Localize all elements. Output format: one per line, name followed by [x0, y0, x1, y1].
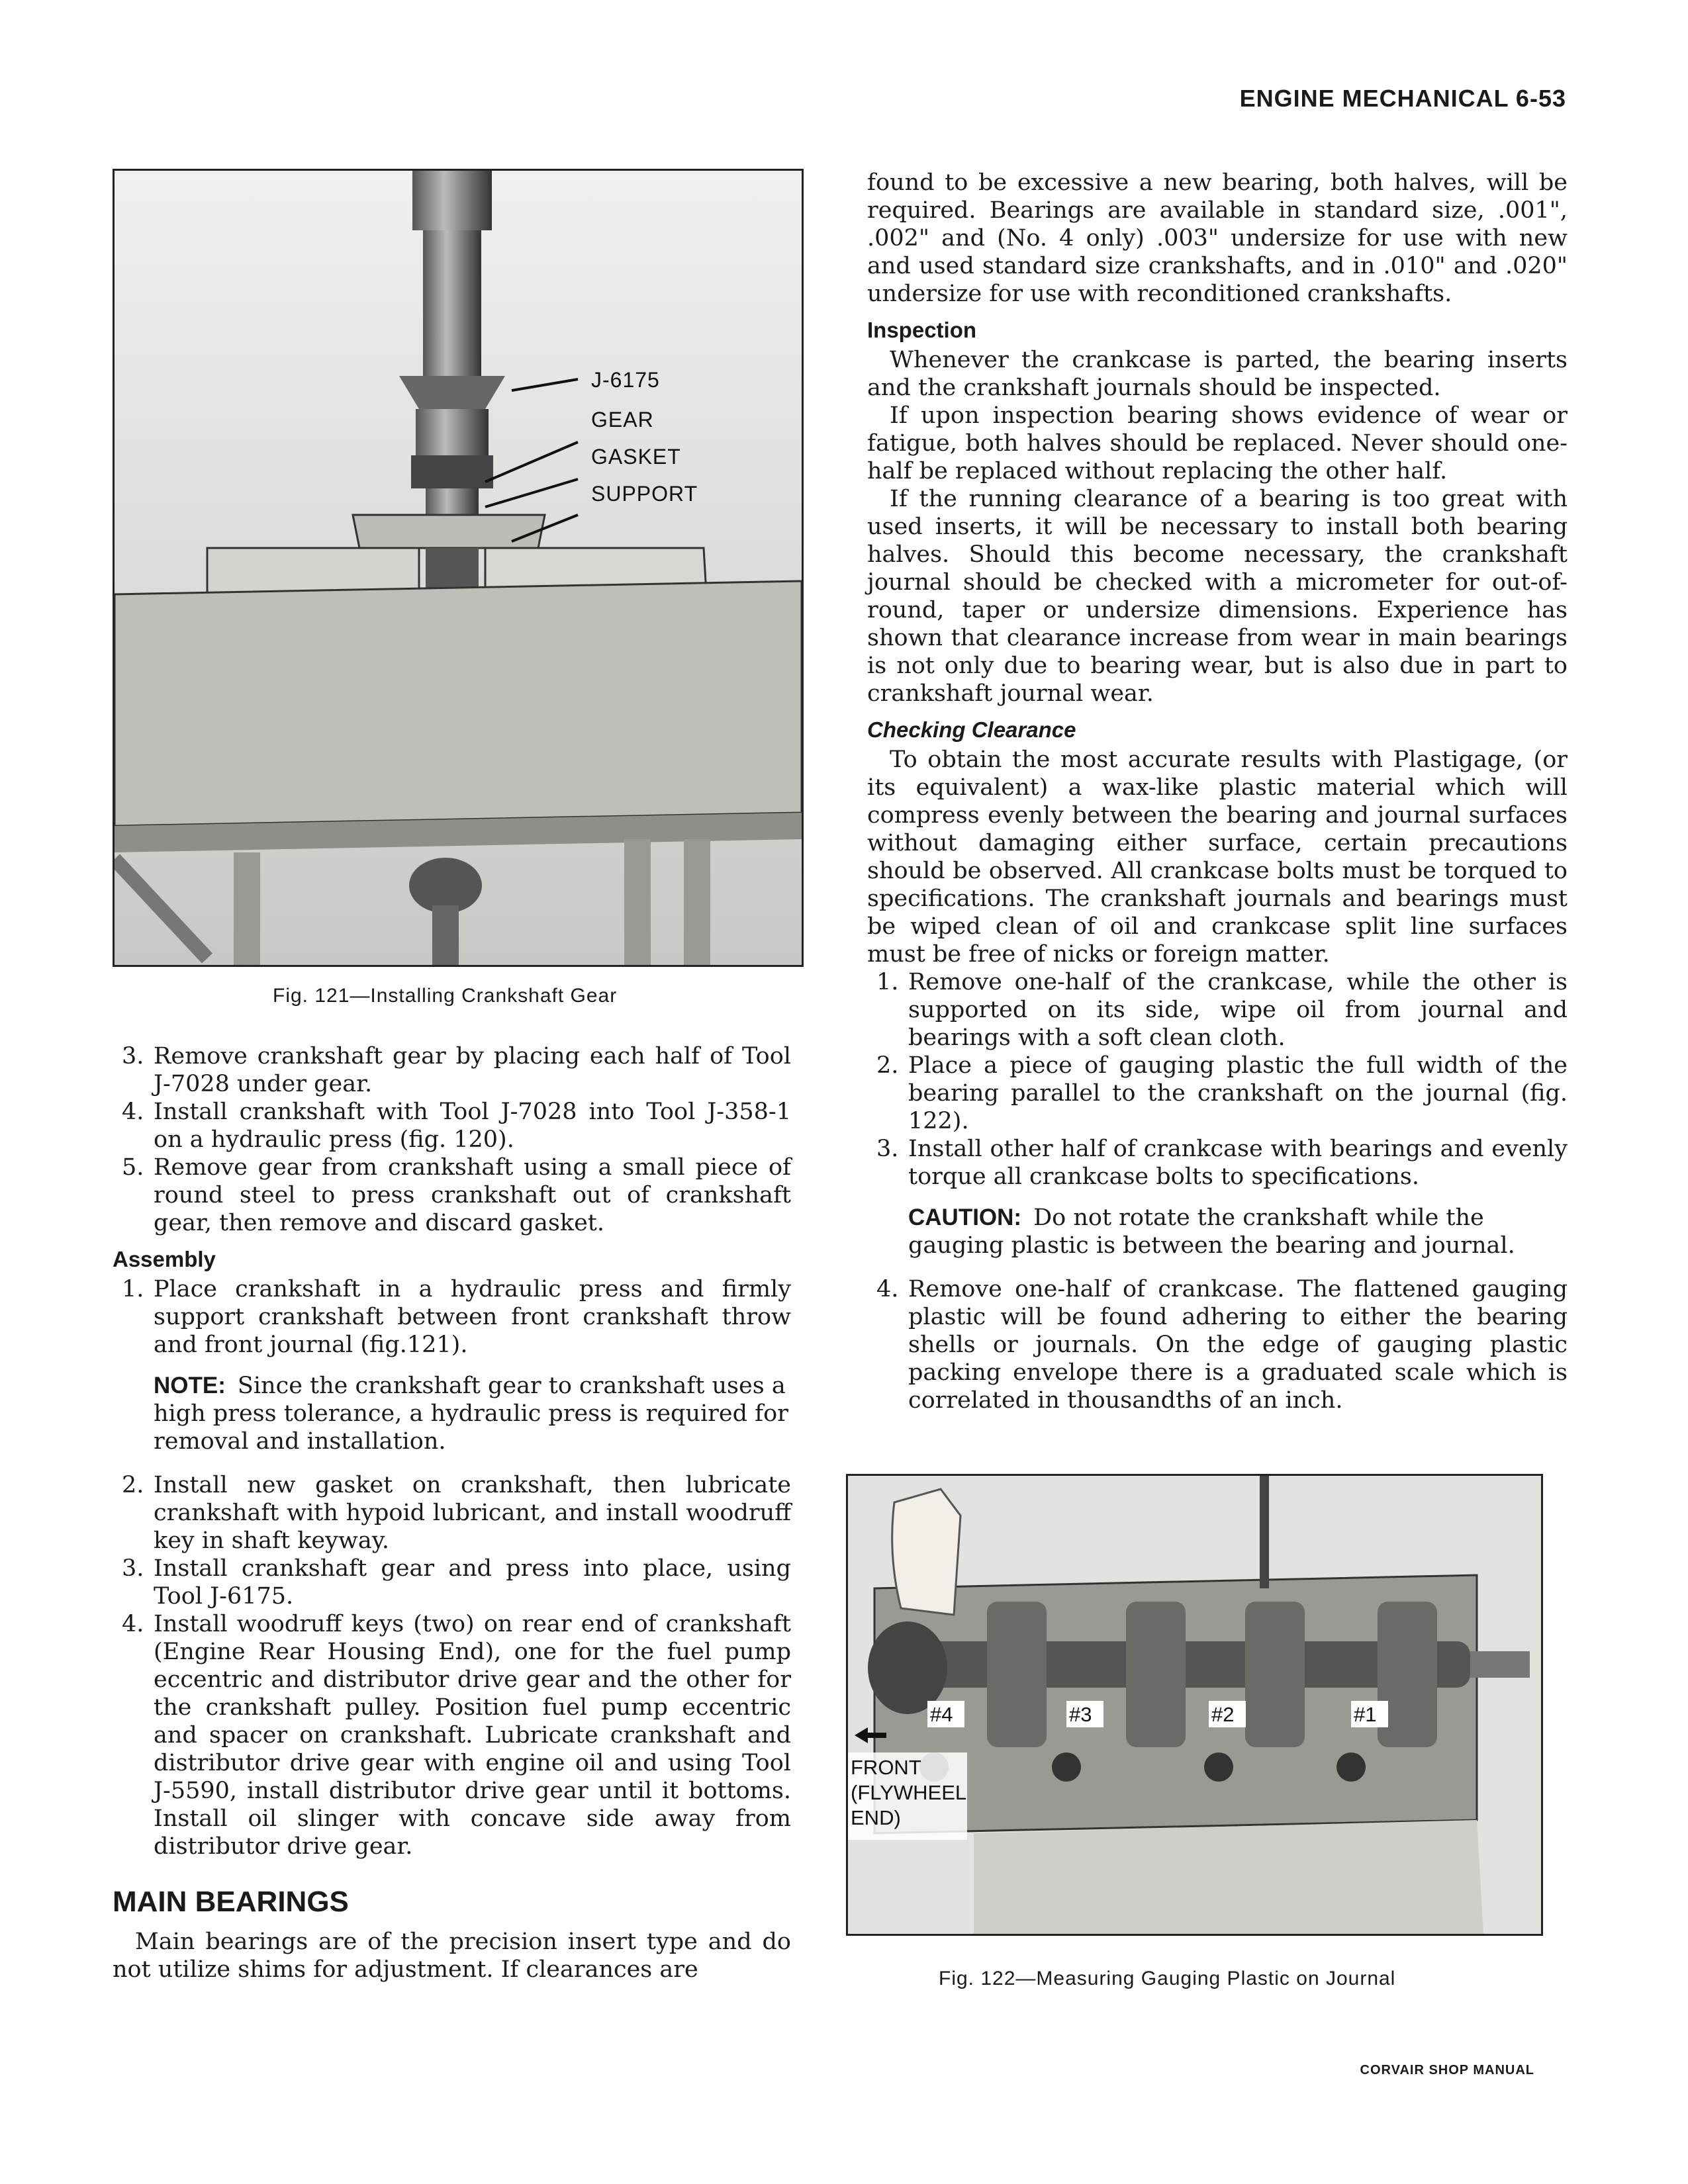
list-item: 3. Install crankshaft gear and press into place, using Tool J-6175.	[122, 1555, 791, 1610]
figure-121-photo	[113, 169, 804, 967]
figure-121-caption: Fig. 121—Installing Crankshaft Gear	[273, 985, 618, 1007]
continued-paragraph: found to be excessive a new bearing, both halves, will be required. Bearings are available in standard size, .001", .002" and (No. 4 only) .003" undersize for use with new and used standard size crankshafts, and in .010" and .020" undersize for use with reconditioned crankshafts.	[867, 169, 1568, 307]
list-item: 3. Remove crankshaft gear by placing each half of Tool J-7028 under gear.	[122, 1043, 791, 1097]
journal-label-1: #1	[1354, 1703, 1377, 1726]
page-header: ENGINE MECHANICAL 6-53	[1239, 85, 1566, 112]
note-block	[113, 1372, 791, 1455]
assembly-steps-first	[113, 1275, 791, 1359]
disassembly-steps	[113, 1042, 791, 1237]
front-flywheel-label: FRONT (FLYWHEEL END)	[851, 1756, 967, 1829]
journal-label-4: #4	[930, 1703, 953, 1726]
journal-label-3: #3	[1069, 1703, 1092, 1726]
checking-clearance-heading: Checking Clearance	[867, 717, 1076, 742]
inspection-paragraph-1: Whenever the crankcase is parted, the bearing inserts and the crankshaft journals should be inspected.	[867, 347, 1568, 401]
list-item: 2. Install new gasket on crankshaft, then lubricate crankshaft with hypoid lubricant, and install woodruff key in shaft keyway.	[122, 1472, 791, 1554]
assembly-heading: Assembly	[113, 1247, 216, 1271]
list-item: 2. Place a piece of gauging plastic the full width of the bearing parallel to the crankshaft on the journal (fig. 122).	[876, 1052, 1568, 1134]
list-item: 4. Install woodruff keys (two) on rear end of crankshaft (Engine Rear Housing End), one for the fuel pump eccentric and distributor drive gear and the other for the crankshaft pulley. Position fuel pump eccentric and spacer on crankshaft. Lubricate crankshaft and distributor drive gear with engine oil and using Tool J-5590, install distributor drive gear until it bottoms. Install oil slinger with concave side away from distributor drive gear.	[122, 1611, 791, 1860]
page-footer: CORVAIR SHOP MANUAL	[1360, 2063, 1534, 2077]
main-bearings-heading: MAIN BEARINGS	[113, 1886, 349, 1918]
inspection-heading: Inspection	[867, 318, 977, 342]
callout-gasket: GASKET	[591, 445, 681, 469]
caution-block	[867, 1204, 1568, 1259]
callout-gear: GEAR	[591, 408, 654, 432]
note-text: Since the crankshaft gear to crankshaft uses a high press tolerance, a hydraulic press is required for removal and installation.	[154, 1373, 788, 1455]
left-column	[113, 1042, 791, 1983]
list-item: 4. Remove one-half of crankcase. The flattened gauging plastic will be found adhering to either the bearing shells or journals. On the edge of gauging plastic packing envelope there is a graduated scale which is correlated in thousandths of an inch.	[876, 1276, 1568, 1414]
callout-support: SUPPORT	[591, 482, 698, 506]
list-item: 1. Remove one-half of the crankcase, while the other is supported on its side, wipe oil from journal and bearings with a soft clean cloth.	[876, 969, 1568, 1051]
list-item: 5. Remove gear from crankshaft using a small piece of round steel to press crankshaft out of crankshaft gear, then remove and discard gasket.	[122, 1154, 791, 1236]
figure-122-photo	[846, 1474, 1543, 1936]
callout-j6175: J-6175	[591, 368, 660, 392]
checking-steps-final	[867, 1275, 1568, 1414]
list-item: 3. Install other half of crankcase with bearings and evenly torque all crankcase bolts to specifications.	[876, 1136, 1568, 1190]
main-bearings-paragraph: Main bearings are of the precision insert type and do not utilize shims for adjustment. If clearances are	[113, 1929, 791, 1983]
crankshaft-press-illustration	[115, 171, 802, 965]
caution-text: Do not rotate the crankshaft while the gauging plastic is between the bearing and journal.	[908, 1205, 1515, 1259]
assembly-steps-rest	[113, 1471, 791, 1860]
inspection-paragraph-2: If upon inspection bearing shows evidence of wear or fatigue, both halves should be replaced. Never should one-half be replaced without replacing the other half.	[867, 402, 1568, 484]
journal-label-2: #2	[1211, 1703, 1235, 1726]
right-column	[867, 169, 1568, 1414]
caution-label: CAUTION:	[908, 1205, 1022, 1230]
figure-122-caption: Fig. 122—Measuring Gauging Plastic on Journal	[939, 1968, 1396, 1989]
checking-steps	[867, 968, 1568, 1191]
checking-paragraph: To obtain the most accurate results with Plastigage, (or its equivalent) a wax-like plastic material which will compress evenly between the bearing and journal surfaces without damaging either surface, certain precautions should be observed. All crankcase bolts must be torqued to specifications. The crankshaft journals and bearings must be wiped clean of oil and crankcase split line surfaces must be free of nicks or foreign matter.	[867, 747, 1568, 968]
list-item: 1. Place crankshaft in a hydraulic press and firmly support crankshaft between front crankshaft throw and front journal (fig.121).	[122, 1276, 791, 1358]
note-label: NOTE:	[154, 1373, 226, 1398]
list-item: 4. Install crankshaft with Tool J-7028 into Tool J-358-1 on a hydraulic press (fig. 120).	[122, 1099, 791, 1153]
inspection-paragraph-3: If the running clearance of a bearing is too great with used inserts, it will be necessary to install both bearing halves. Should this become necessary, the crankshaft journal should be checked with a micrometer for out-of-round, taper or undersize dimensions. Experience has shown that clearance increase from wear in main bearings is not only due to bearing wear, but is also due in part to crankshaft journal wear.	[867, 486, 1568, 707]
